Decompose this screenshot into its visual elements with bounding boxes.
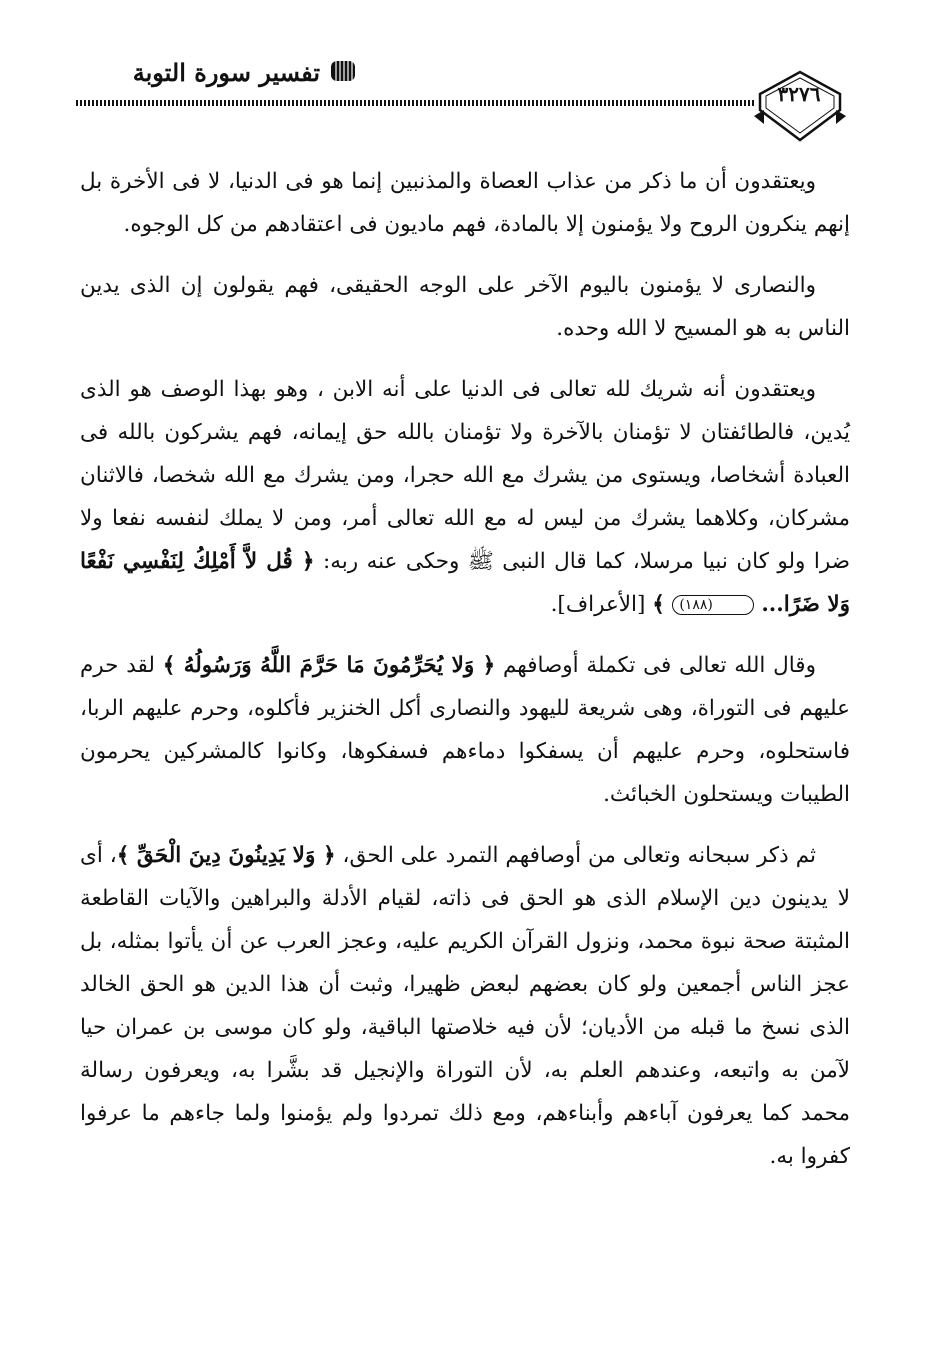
quran-verse: ﴿ وَلا يُحَرِّمُونَ مَا حَرَّمَ اللَّهُ وَرَسُولُهُ ﴾ — [162, 653, 496, 678]
text-run: [الأعراف]. — [550, 592, 653, 617]
quran-verse: ﴿ وَلا يَدِينُونَ دِينَ الْحَقِّ ﴾ — [116, 843, 336, 868]
body-text — [80, 160, 850, 1196]
paragraph — [80, 644, 850, 816]
text-run: لقد حرم عليهم فى التوراة، وهى شريعة لليهود والنصارى أكل الخنزير فأكلوه، وحرم عليهم الربا، فاستحلوه، وحرم عليهم أن يسفكوا دماءهم فسفكوها، وكانوا كالمشركين يحرمون الطيبات ويستحلون الخبائث. — [80, 653, 850, 807]
ornament-icon — [328, 56, 358, 86]
text-run: وقال الله تعالى فى تكملة أوصافهم — [495, 653, 816, 678]
text-run: ويعتقدون أنه شريك لله تعالى فى الدنيا على أنه الابن ، وهو بهذا الوصف هو الذى يُدين، فالطائفتان لا تؤمنان بالآخرة ولا تؤمنان بالله حق إيمانه، فهم يشركون بالله فى العبادة أشخاصا، ويستوى من يشرك مع الله حجرا، ومن يشرك مع الله شخصا، فالاثنان مشركان، وكلاهما يشرك من ليس له مع الله تعالى أمر، ومن لا يملك لنفسه نفعا ولا ضرا ولو كان نبيا مرسلا، كما قال النبى ﷺ وحكى عنه ربه: — [80, 377, 850, 574]
text-run: والنصارى لا يؤمنون باليوم الآخر على الوجه الحقيقى، فهم يقولون إن الذى يدين الناس به هو المسيح لا الله وحده. — [80, 273, 850, 341]
page-number-badge-icon — [750, 66, 850, 146]
text-run: ويعتقدون أن ما ذكر من عذاب العصاة والمذنبين إنما هو فى الدنيا، لا فى الأخرة بل إنهم ينكرون الروح ولا يؤمنون إلا بالمادة، فهم ماديون فى اعتقادهم من كل الوجوه. — [80, 169, 850, 237]
verse-number: (١٨٨) — [672, 595, 754, 615]
text-run: ثم ذكر سبحانه وتعالى من أوصافهم التمرد على الحق، — [335, 843, 816, 868]
paragraph — [80, 368, 850, 626]
running-title: تفسير سورة التوبة — [132, 58, 320, 87]
page-header — [70, 50, 850, 150]
paragraph — [80, 264, 850, 350]
quran-verse: ﴿ قُل لاَّ أَمْلِكُ لِنَفْسِي نَفْعًا وَلا ضَرًا... — [80, 549, 850, 617]
paragraph — [80, 160, 850, 246]
paragraph — [80, 834, 850, 1178]
header-rule — [76, 100, 754, 106]
page-number: ٣٢٧٦ — [777, 82, 821, 106]
text-run: ، أى لا يدينون دين الإسلام الذى هو الحق فى ذاته، لقيام الأدلة والبراهين والآيات القاطعة المثبتة صحة نبوة محمد، ونزول القرآن الكريم عليه، وعجز العرب عن أن يأتوا بمثله، بل عجز الناس أجمعين ولو كان بعضهم لبعض ظهيرا، وثبت أن هذا الدين هو الحق الخالد الذى نسخ ما قبله من الأديان؛ لأن فيه خلاصتها الباقية، ولو كان موسى بن عمران حيا لآمن به واتبعه، وعندهم العلم به، لأن التوراة والإنجيل قد بشَّرا به، ويعرفون رسالة محمد كما يعرفون آباءهم وأبناءهم، ومع ذلك تمردوا ولم يؤمنوا ولما جاءهم ما عرفوا كفروا به. — [80, 843, 851, 1169]
quran-verse: ﴾ — [652, 592, 673, 617]
